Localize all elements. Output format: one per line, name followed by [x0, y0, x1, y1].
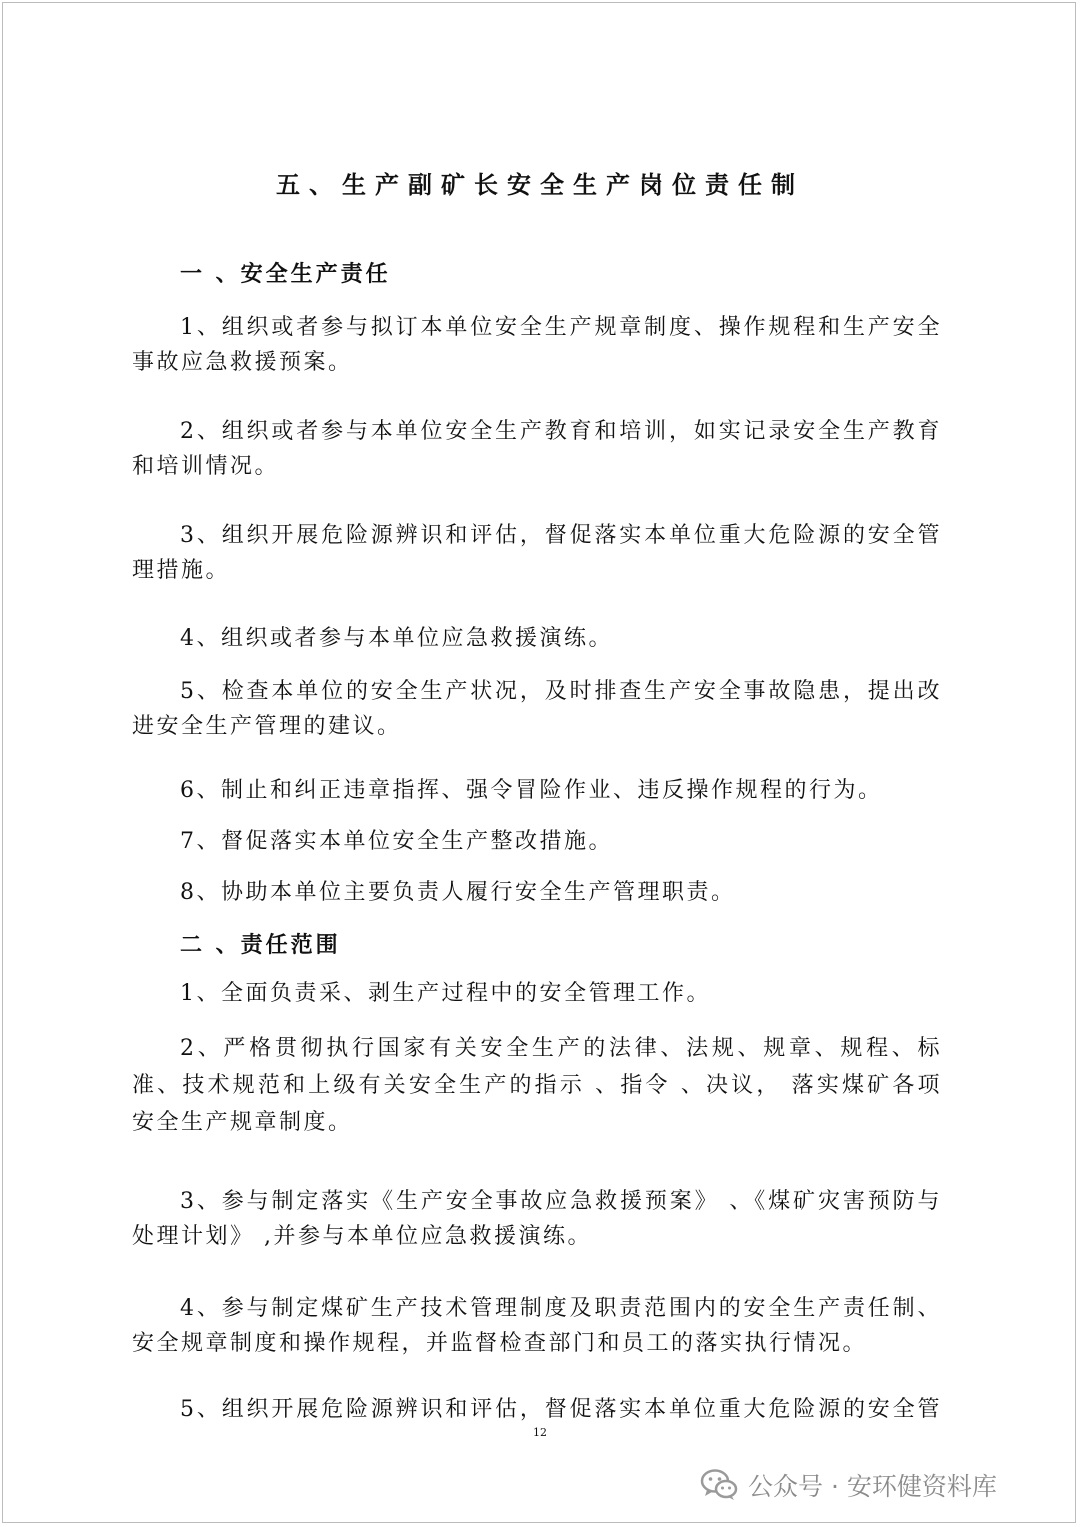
paragraph: 2、组织或者参与本单位安全生产教育和培训，如实记录安全生产教育和培训情况。	[132, 419, 942, 479]
section-heading-scope: 二 、责任范围	[180, 932, 341, 958]
watermark	[700, 1460, 997, 1510]
paragraph: 7、督促落实本单位安全生产整改措施。	[180, 829, 613, 854]
paragraph: 8、协助本单位主要负责人履行安全生产管理职责。	[180, 880, 736, 905]
paragraph: 3、组织开展危险源辨识和评估，督促落实本单位重大危险源的安全管理措施。	[132, 523, 942, 583]
paragraph: 4、参与制定煤矿生产技术管理制度及职责范围内的安全生产责任制、安全规章制度和操作规程，并监督检查部门和员工的落实执行情况。	[132, 1296, 942, 1356]
paragraph: 1、全面负责采、剥生产过程中的安全管理工作。	[180, 981, 711, 1006]
paragraph: 3、参与制定落实《生产安全事故应急救援预案》 、《煤矿灾害预防与处理计划》 ,并参与本单位应急救援演练。	[132, 1189, 942, 1249]
watermark-text: 公众号 · 安环健资料库	[748, 1472, 997, 1501]
paragraph: 5、检查本单位的安全生产状况，及时排查生产安全事故隐患，提出改进安全生产管理的建议。	[132, 679, 942, 739]
paragraph: 2、严格贯彻执行国家有关安全生产的法律、法规、规章、规程、标准、技术规范和上级有关安全生产的指示 、指令 、决议， 落实煤矿各项安全生产规章制度。	[132, 1036, 942, 1135]
wechat-icon	[700, 1468, 738, 1502]
paragraph: 6、制止和纠正违章指挥、强令冒险作业、违反操作规程的行为。	[180, 778, 883, 803]
page-number: 12	[533, 1426, 547, 1439]
paragraph: 4、组织或者参与本单位应急救援演练。	[180, 626, 613, 651]
section-heading-responsibility: 一 、安全生产责任	[180, 261, 391, 287]
paragraph: 1、组织或者参与拟订本单位安全生产规章制度、操作规程和生产安全事故应急救援预案。	[132, 315, 942, 375]
paragraph: 5、组织开展危险源辨识和评估，督促落实本单位重大危险源的安全管	[180, 1397, 942, 1422]
document-title: 五、生产副矿长安全生产岗位责任制	[276, 170, 804, 199]
